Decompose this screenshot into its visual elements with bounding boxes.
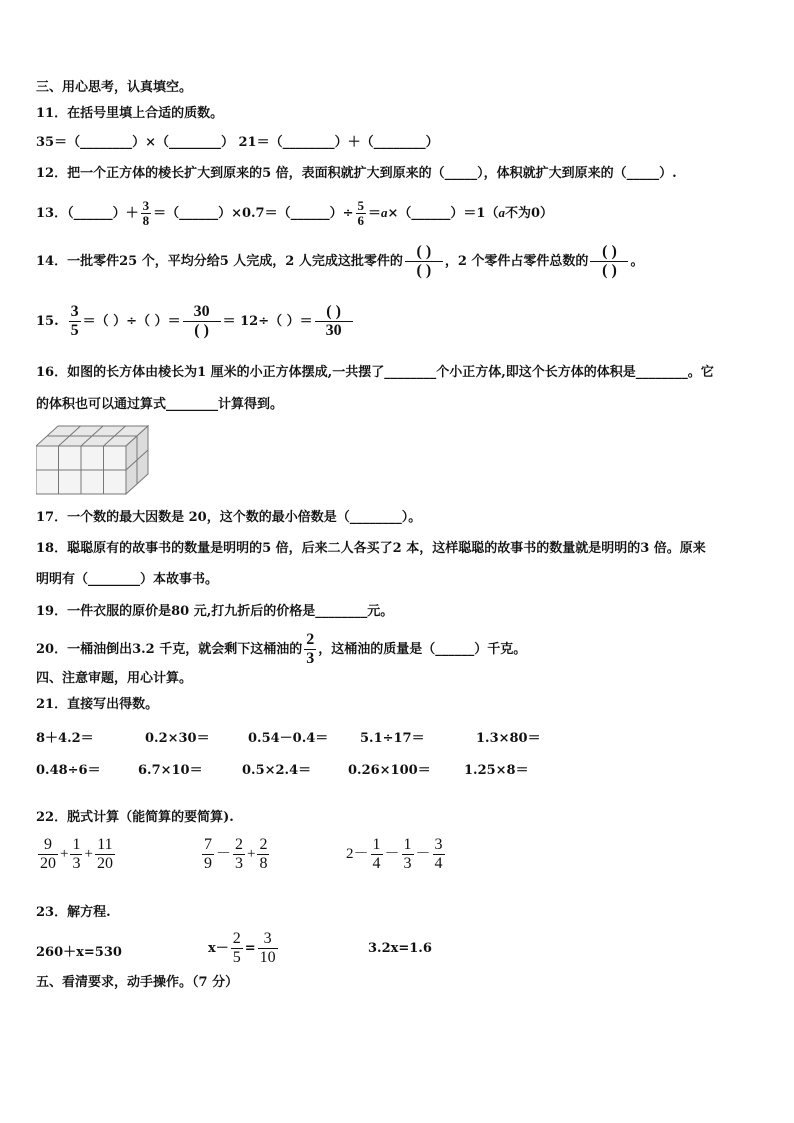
q15-fraction-2: [183, 303, 221, 340]
section4-title: 四、注意审题，用心计算。: [36, 671, 193, 686]
q22-expr-2: [200, 836, 271, 873]
q22-e2-f1: [202, 836, 214, 873]
q22-e2-op2: +: [247, 845, 256, 862]
q23-e2-lead: x－: [208, 941, 229, 956]
q22-e2-f1-den: 9: [204, 855, 212, 872]
q17-text: 17．一个数的最大因数是 20，这个数的最小倍数是（________）。: [36, 510, 422, 525]
q15-fraction-1: [69, 303, 81, 340]
q23-e2-f2-num: 3: [263, 930, 272, 947]
q21-r1-c4: 5.1÷17＝: [360, 731, 425, 746]
q22-e3-f1: [371, 836, 383, 873]
q22-e3-op1: －: [384, 845, 400, 862]
q22-e2-f3: [257, 836, 269, 873]
q22-e3-f3-den: 4: [434, 855, 443, 872]
q14-fraction-1: [405, 243, 443, 280]
q14-f2-den: ( ): [590, 261, 628, 280]
q23-eq-1: 260＋x=530: [36, 945, 122, 960]
section5-title: 五、看清要求，动手操作。（7 分）: [36, 975, 239, 990]
q22-e2-f3-num: 2: [259, 836, 268, 853]
q13-fraction-1: [141, 199, 152, 228]
q22-expr-3: [346, 836, 447, 873]
q15-part2: ＝ 12÷（ ）＝: [222, 314, 313, 329]
q22-e3-op2: －: [415, 845, 431, 862]
q22-e1-op2: +: [84, 845, 93, 862]
q23-eq-3: 3.2x=1.6: [368, 941, 432, 956]
q14-f1-den: ( ): [405, 261, 443, 280]
q15-f2-num: 30: [193, 303, 210, 320]
q15-f3-den: 30: [315, 321, 353, 340]
q22-e3-f1-den: 4: [372, 855, 381, 872]
q15-f1-num: 3: [70, 303, 79, 320]
q13-f2-den: 6: [357, 213, 364, 228]
q22-e1-f3: [95, 836, 115, 873]
q22-e3-f2: [402, 836, 414, 873]
q15-line: [36, 302, 355, 342]
q20-f-den: 3: [306, 650, 315, 667]
q13-part1: 13．（______）＋: [36, 206, 139, 221]
q16-line2: 的体积也可以通过算式________计算得到。: [36, 397, 284, 412]
q15-f1-den: 5: [70, 322, 79, 339]
q23-text: 23．解方程.: [36, 905, 111, 920]
q20-line: [36, 631, 526, 668]
q22-e3-f1-num: 1: [372, 836, 381, 853]
q20-f-num: 2: [306, 631, 315, 648]
q21-r2-c3: 0.5×2.4＝: [242, 763, 312, 778]
q13-part2: ＝（______）×0.7＝（______）÷: [153, 206, 354, 221]
q15-label: 15.: [36, 314, 59, 329]
q13-var-a-2: a: [498, 205, 505, 220]
q15-f2-den: ( ): [183, 321, 221, 340]
q20-part2: ，这桶油的质量是（______）千克。: [318, 642, 527, 657]
q23-eq-2: [208, 930, 280, 968]
q20-fraction: [304, 631, 316, 668]
q18-line1: 18．聪聪原有的故事书的数量是明明的5 倍，后来二人各买了2 本，这样聪聪的故事书的数量就是明明的3 倍。原来: [36, 541, 706, 556]
q13-f2-num: 5: [357, 198, 364, 213]
q13-var-a: a: [381, 205, 388, 220]
q14-f1-num: ( ): [416, 243, 432, 260]
q22-e1-f1-num: 9: [44, 836, 52, 853]
q22-e3-f3: [433, 836, 445, 873]
q14-line: [36, 242, 643, 282]
q22-e1-f2-den: 3: [72, 855, 81, 872]
q21-r1-c2: 0.2×30＝: [145, 731, 210, 746]
q14-f2-num: ( ): [602, 243, 617, 260]
q22-e1-f1-den: 20: [40, 855, 56, 872]
q21-r1-c5: 1.3×80＝: [476, 731, 541, 746]
q21-r2-c1: 0.48÷6＝: [36, 763, 101, 778]
q23-e2-f1-den: 5: [232, 949, 241, 966]
q22-e1-op1: +: [60, 845, 69, 862]
q22-e3-lead: 2: [346, 845, 354, 862]
q22-e1-f3-num: 11: [97, 836, 113, 853]
q22-e1-f3-den: 20: [96, 855, 113, 872]
q13-part3: ＝: [368, 206, 382, 221]
q13-line: [36, 198, 553, 229]
q13-part4: ×（______）＝1（: [387, 206, 499, 221]
q23-e2-f2-den: 10: [259, 949, 276, 966]
q18-line2: 明明有（________）本故事书。: [36, 572, 219, 587]
q22-e2-f2: [233, 836, 245, 873]
q14-fraction-2: [590, 243, 628, 280]
q14-part1: 14．一批零件25 个，平均分给5 人完成，2 人完成这批零件的: [36, 254, 403, 269]
q21-text: 21．直接写出得数。: [36, 697, 159, 712]
q23-e2-f1: [231, 930, 243, 967]
q13-f1-den: 8: [142, 213, 150, 228]
q22-e2-f2-num: 2: [235, 836, 244, 853]
q21-r2-c4: 0.26×100＝: [348, 763, 431, 778]
q22-e1-f2: [70, 836, 82, 873]
q22-e2-f3-den: 8: [259, 855, 268, 872]
q19-text: 19．一件衣服的原价是80 元,打九折后的价格是________元。: [36, 604, 394, 619]
q13-part5: 不为0）: [504, 206, 554, 221]
q21-r1-c3: 0.54－0.4＝: [248, 731, 329, 746]
q22-e1-f1: [38, 836, 58, 873]
q21-r2-c5: 1.25×8＝: [464, 763, 529, 778]
q22-e2-f1-num: 7: [204, 836, 212, 853]
q13-f1-num: 3: [142, 198, 150, 213]
q22-e2-f2-den: 3: [235, 855, 244, 872]
q21-r2-c2: 6.7×10＝: [138, 763, 203, 778]
q21-r1-c1: 8＋4.2＝: [36, 731, 94, 746]
q22-e2-op1: －: [216, 845, 232, 862]
q22-e1-f2-num: 1: [72, 836, 81, 853]
q20-part1: 20．一桶油倒出3.2 千克，就会剩下这桶油的: [36, 642, 303, 657]
q23-e2-eq: =: [244, 941, 256, 956]
q16-line1: 16．如图的长方体由棱长为1 厘米的小正方体摆成,一共摆了________个小正方体,即这个长方体的体积是________。它: [36, 365, 714, 380]
q22-e3-f2-den: 3: [403, 855, 412, 872]
q14-part2: ，2 个零件占零件总数的: [444, 254, 589, 269]
q11-line: 35＝（________）×（________） 21＝（________）＋（________）: [36, 135, 439, 150]
q23-e2-f2: [258, 930, 278, 967]
q13-fraction-2: [356, 199, 367, 228]
q15-f3-num: ( ): [326, 303, 341, 320]
q22-text: 22．脱式计算（能简算的要简算).: [36, 810, 234, 825]
q22-e3-f2-num: 1: [403, 836, 412, 853]
q14-part3: 。: [630, 254, 644, 269]
q22-e3-f3-num: 3: [434, 836, 443, 853]
q22-expr-1: [36, 836, 117, 873]
q12-text: 12．把一个正方体的棱长扩大到原来的5 倍，表面积就扩大到原来的（_____），体积就扩大到原来的（_____）.: [36, 166, 677, 181]
q15-part1: ＝（ ）÷（ ）＝: [82, 314, 181, 329]
section3-title: 三、用心思考，认真填空。: [36, 80, 193, 95]
q22-e3-op0: －: [353, 845, 369, 862]
cuboid-figure: [36, 424, 152, 496]
q11-text: 11．在括号里填上合适的质数。: [36, 106, 224, 121]
q23-e2-f1-num: 2: [232, 930, 241, 947]
q15-fraction-3: [315, 303, 353, 340]
